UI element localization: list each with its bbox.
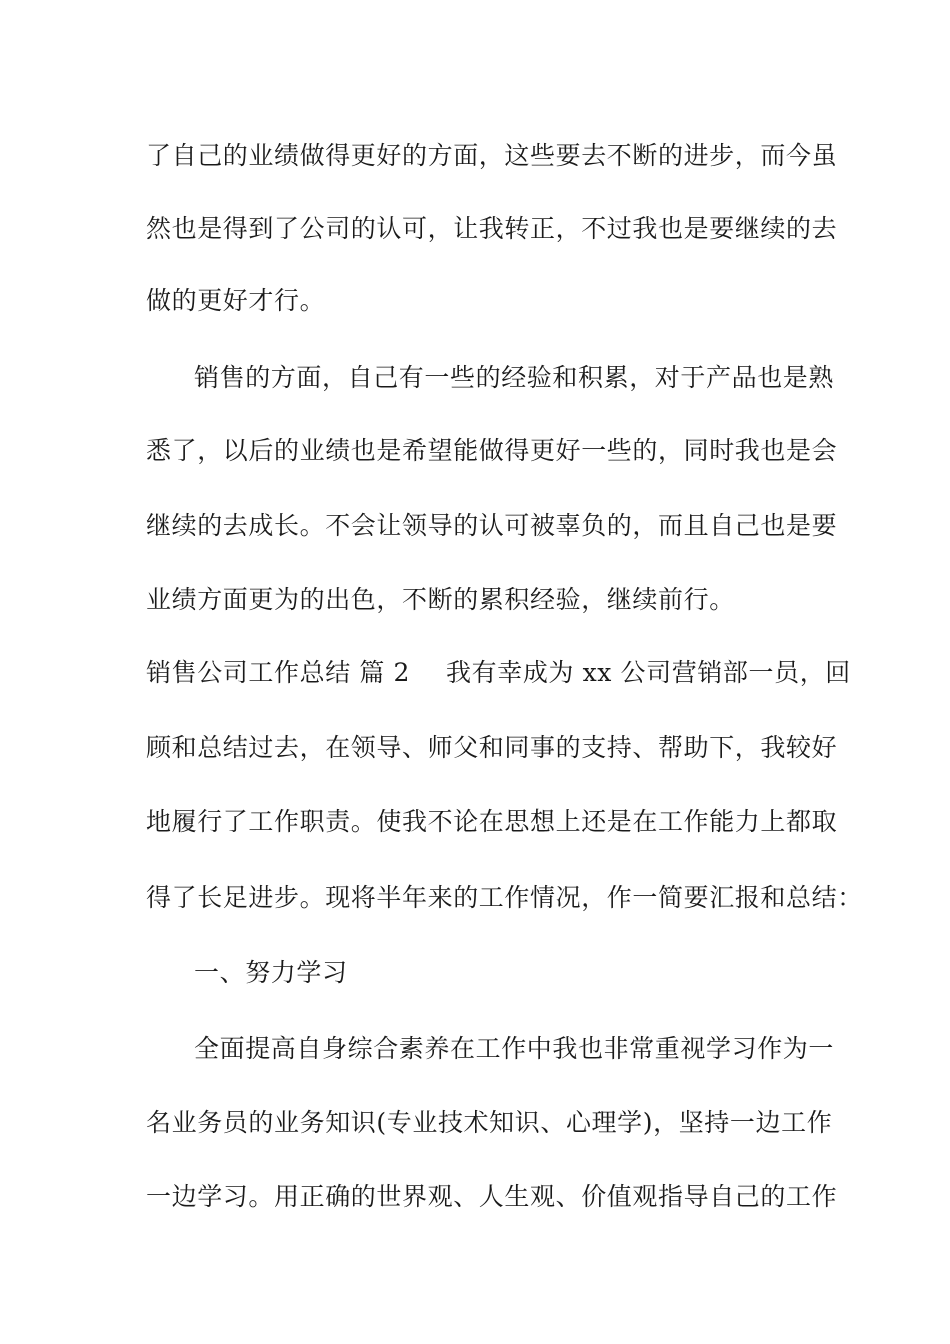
paragraph-line: 一边学习。用正确的世界观、人生观、价值观指导自己的工作: [146, 1182, 838, 1211]
paragraph-line: 销售的方面，自己有一些的经验和积累，对于产品也是熟: [194, 363, 835, 392]
paragraph-line: 继续的去成长。不会让领导的认可被辜负的，而且自己也是要: [146, 511, 838, 540]
section-heading-line: [146, 657, 851, 689]
paragraph-line: 做的更好才行。: [146, 286, 326, 315]
paragraph-line: 得了长足进步。现将半年来的工作情况，作一简要汇报和总结：: [146, 883, 863, 912]
paragraph-line: 然也是得到了公司的认可，让我转正，不过我也是要继续的去: [146, 214, 838, 243]
section-lead-text: 我有幸成为 xx 公司营销部一员，回: [446, 658, 851, 687]
paragraph-line: 悉了，以后的业绩也是希望能做得更好一些的，同时我也是会: [146, 436, 838, 465]
paragraph-line: 地履行了工作职责。使我不论在思想上还是在工作能力上都取: [146, 807, 838, 836]
paragraph-line: 业绩方面更为的出色，不断的累积经验，继续前行。: [146, 585, 735, 614]
paragraph-line: 全面提高自身综合素养在工作中我也非常重视学习作为一: [194, 1034, 835, 1063]
paragraph-line: 名业务员的业务知识(专业技术知识、心理学)，坚持一边工作: [146, 1108, 833, 1137]
section-heading: 销售公司工作总结 篇 2: [146, 658, 411, 687]
paragraph-line: 顾和总结过去，在领导、师父和同事的支持、帮助下，我较好: [146, 733, 838, 762]
paragraph-line: 了自己的业绩做得更好的方面，这些要去不断的进步，而今虽: [146, 141, 838, 170]
subheading: 一、努力学习: [194, 958, 348, 987]
